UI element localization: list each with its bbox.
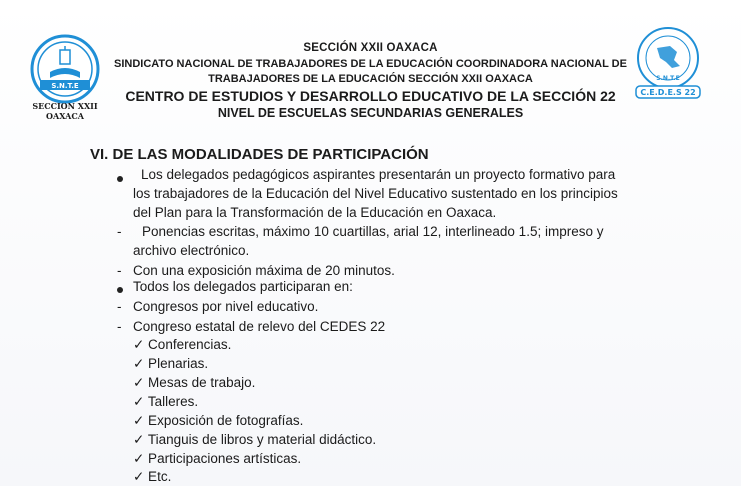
logo-caption-line2: OAXACA: [46, 111, 84, 121]
bullet-1-line-3: del Plan para la Transformación de la Educación en Oaxaca.: [133, 205, 497, 220]
checklist-item: ✓ Exposición de fotografías.: [133, 413, 304, 428]
bullet-1-line-2: los trabajadores de la Educación del Nivel Educativo sustentado en los principios: [133, 186, 618, 201]
bullet-dot: [117, 176, 123, 182]
bullet-2-text: Todos los delegados participaran en:: [133, 279, 353, 294]
checklist-item: ✓ Talleres.: [133, 394, 199, 409]
logo-right-top-text: S.N.T.E: [656, 75, 680, 82]
dash-4-text: Congreso estatal de relevo del CEDES 22: [133, 319, 386, 334]
dash-1-line-1: Ponencias escritas, máximo 10 cuartillas, arial 12, interlineado 1.5; impreso y: [142, 224, 604, 239]
bullet-1-line-1: Los delegados pedagógicos aspirantes presentarán un proyecto formativo para: [141, 167, 616, 182]
dash-marker: -: [117, 263, 122, 278]
bullet-dot: [117, 287, 123, 293]
checklist-item: ✓ Conferencias.: [133, 337, 232, 352]
dash-2-text: Con una exposición máxima de 20 minutos.: [133, 263, 395, 278]
dash-marker: -: [117, 319, 122, 334]
dash-marker: -: [117, 299, 122, 314]
checklist-item: ✓ Plenarias.: [133, 356, 209, 371]
checklist-item: ✓ Mesas de trabajo.: [133, 375, 256, 390]
header-line-4: CENTRO DE ESTUDIOS Y DESARROLLO EDUCATIVO DE LA SECCIÓN 22: [125, 88, 616, 104]
dash-1-line-2: archivo electrónico.: [133, 243, 250, 258]
checklist-item: ✓ Etc.: [133, 469, 172, 484]
checklist-item: ✓ Tianguis de libros y material didáctico.: [133, 432, 377, 447]
header-line-2: SINDICATO NACIONAL DE TRABAJADORES DE LA EDUCACIÓN COORDINADORA NACIONAL DE: [114, 58, 627, 70]
header-line-1: SECCIÓN XXII OAXACA: [303, 42, 438, 54]
logo-caption-line1: SECCION XXII: [32, 101, 98, 111]
dash-3-text: Congresos por nivel educativo.: [133, 299, 319, 314]
logo-right-bottom-text: C.E.D.E.S 22: [640, 88, 696, 97]
header-line-3: TRABAJADORES DE LA EDUCACIÓN SECCIÓN XXII OAXACA: [208, 73, 533, 85]
dash-marker: -: [117, 224, 122, 239]
checklist-item: ✓ Participaciones artísticas.: [133, 451, 302, 466]
header-line-5: NIVEL DE ESCUELAS SECUNDARIAS GENERALES: [217, 106, 524, 120]
section-title: VI. DE LAS MODALIDADES DE PARTICIPACIÓN: [90, 146, 429, 163]
logo-band-text: S.N.T.E: [51, 82, 79, 90]
